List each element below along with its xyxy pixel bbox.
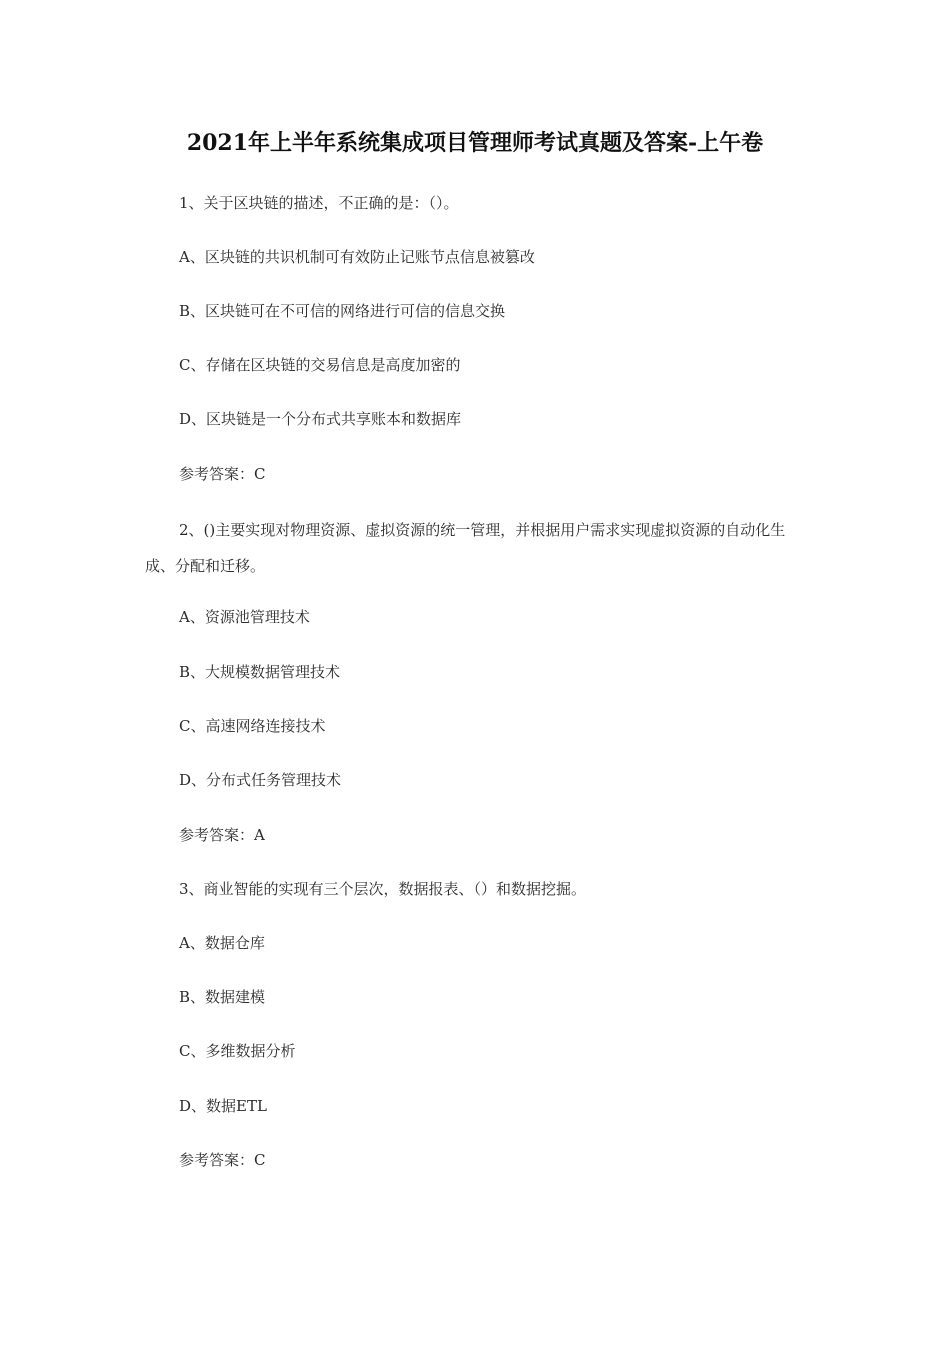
question-1-option-b: B、区块链可在不可信的网络进行可信的信息交换 xyxy=(179,302,506,320)
question-2-stem: 2、()主要实现对物理资源、虚拟资源的统一管理，并根据用户需求实现虚拟资源的自动化生成、分配和迁移。 xyxy=(145,521,786,575)
question-2-option-c: C、高速网络连接技术 xyxy=(179,717,326,735)
question-1-answer: 参考答案：C xyxy=(179,465,266,483)
question-1-stem: 1、关于区块链的描述，不正确的是：（）。 xyxy=(179,194,459,212)
question-3-stem: 3、商业智能的实现有三个层次，数据报表、（）和数据挖掘。 xyxy=(179,880,587,898)
question-3-answer: 参考答案：C xyxy=(179,1151,266,1169)
question-2-option-d: D、分布式任务管理技术 xyxy=(179,771,342,789)
document-title: 2021年上半年系统集成项目管理师考试真题及答案-上午卷 xyxy=(186,130,764,156)
question-3-option-c: C、多维数据分析 xyxy=(179,1042,296,1060)
question-1-option-d: D、区块链是一个分布式共享账本和数据库 xyxy=(179,410,462,428)
question-3-option-b: B、数据建模 xyxy=(179,988,266,1006)
question-1-option-c: C、存储在区块链的交易信息是高度加密的 xyxy=(179,356,461,374)
question-3-option-d: D、数据ETL xyxy=(179,1097,267,1115)
question-2-option-b: B、大规模数据管理技术 xyxy=(179,663,341,681)
question-1-option-a: A、区块链的共识机制可有效防止记账节点信息被篡改 xyxy=(179,248,535,266)
question-2-answer: 参考答案：A xyxy=(179,826,265,844)
question-3-option-a: A、数据仓库 xyxy=(179,934,265,952)
question-2-option-a: A、资源池管理技术 xyxy=(179,608,310,626)
